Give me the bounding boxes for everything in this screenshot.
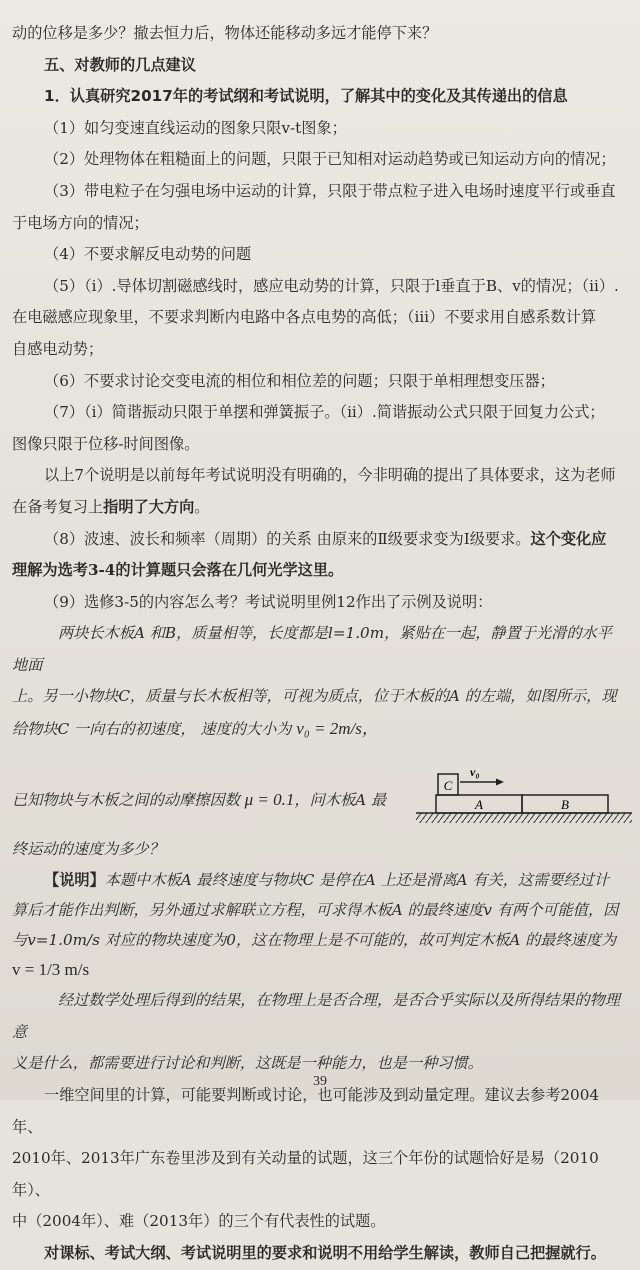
velocity-label: v₀ (470, 764, 480, 779)
solution-line: 与v=1.0m/s 对应的物块速度为0，这在物理上是不可能的，故可判定木板A 的最终速度为 (12, 931, 617, 950)
block-c-label: C (443, 777, 453, 793)
page-number: 39 (313, 1074, 327, 1089)
text-span: （8）波速、波长和频率（周期）的关系 由原来的Ⅱ级要求变为Ⅰ级要求。 (44, 529, 531, 548)
paragraph-line: 经过数学处理后得到的结果，在物理上是否合理，是否合乎实际以及所得结果的物理意 (12, 991, 620, 1041)
example-line: 两块长木板A 和B，质量相等，长度都是l=1.0m，紧贴在一起，静置于光滑的水平地面 (12, 624, 612, 674)
paragraph-line: 一维空间里的计算，可能要判断或讨论，也可能涉及到动量定理。建议去参考2004年、 (12, 1086, 600, 1136)
list-item: （5）（i）.导体切割磁感线时，感应电动势的计算，只限于l垂直于B、v的情况；（ii）. (44, 276, 619, 295)
paragraph-line: 义是什么，都需要进行讨论和判断，这既是一种能力，也是一种习惯。 (12, 1054, 483, 1073)
emphasis-line: 理解为选考3-4的计算题只会落在几何光学这里。 (12, 561, 344, 580)
list-item-continuation: 图像只限于位移-时间图像。 (12, 434, 200, 453)
paragraph-line: 以上7个说明是以前每年考试说明没有明确的，今非明确的提出了具体要求，这为老师 (44, 466, 616, 485)
example-line: 上。另一小物块C，质量与长木板相等，可视为质点，位于木板的A 的左端，如图所示，现 (12, 687, 617, 706)
paragraph-line: 中（2004年）、难（2013年）的三个有代表性的试题。 (12, 1212, 386, 1231)
friction-formula: μ = 0.1 (244, 789, 295, 809)
list-item (12, 524, 620, 556)
list-item: （4）不要求解反电动势的问题 (44, 245, 252, 264)
text-span: ，问木板A 最 (294, 790, 387, 809)
paragraph-line: 2010年、2013年广东卷里涉及到有关动量的试题，这三个年份的试题恰好是易（2010年）、 (12, 1149, 599, 1199)
list-item-continuation: 在电磁感应现象里，不要求判断内电路中各点电势的高低；（iii）不要求用自感系数计算 (12, 308, 597, 327)
text-span: 已知物块与木板之间的动摩擦因数 (12, 790, 240, 809)
example-line (12, 713, 620, 746)
text-span: 本题中木板A 最终速度与物块C 是停在A 上还是滑离A 有关，这需要经过计 (104, 871, 610, 890)
boards-diagram (416, 756, 632, 828)
solution-line (12, 865, 620, 895)
list-item-continuation: 于电场方向的情况； (12, 213, 149, 232)
example-line: 终运动的速度为多少？ (12, 839, 164, 858)
result-formula: v = 1/3 m/s (12, 960, 90, 980)
list-item: （7）（i）简谐振动只限于单摆和弹簧振子。（ii）.简谐振动公式只限于回复力公式； (44, 403, 605, 422)
closing-line: 对课标、考试大纲、考试说明里的要求和说明不用给学生解读，教师自己把握就行。 (44, 1244, 606, 1262)
list-item: （9）选修3-5的内容怎么考？考试说明里例12作出了示例及说明： (44, 592, 493, 611)
list-item: （1）如匀变速直线运动的图象只限v-t图象； (44, 118, 347, 137)
list-item: （3）带电粒子在匀强电场中运动的计算，只限于带点粒子进入电场时速度平行或垂直 (44, 181, 616, 200)
example-line (12, 784, 386, 817)
velocity-formula: v₀ = 2m/s， (296, 719, 379, 739)
section-title: 五、对教师的几点建议 (44, 55, 196, 74)
ground-hatching (416, 813, 632, 823)
board-b-label: B (561, 796, 569, 812)
list-item: （6）不要求讨论交变电流的相位和相位差的问题；只限于单相理想变压器； (44, 371, 555, 390)
subheading: 1．认真研究2017年的考试纲和考试说明，了解其中的变化及其传递出的信息 (44, 87, 568, 106)
emphasis-text: 指明了大方向 (103, 497, 195, 516)
text-span: 给物块C 一向右的初速度， 速度的大小为 (12, 720, 292, 739)
list-item: （2）处理物体在粗糙面上的问题，只限于已知相对运动趋势或已知运动方向的情况； (44, 150, 616, 169)
list-item-continuation: 自感电动势； (12, 339, 104, 358)
text-line: 动的位移是多少？撤去恒力后，物体还能移动多远才能停下来？ (12, 24, 438, 42)
board-a-label: A (475, 796, 483, 812)
arrowhead (496, 778, 504, 785)
emphasis-text: 这个变化应 (530, 529, 607, 548)
paragraph-line (12, 492, 620, 524)
example-figure-row (12, 746, 620, 834)
text-span: 。 (194, 497, 210, 516)
solution-line: 算后才能作出判断，另外通过求解联立方程，可求得木板A 的最终速度v 有两个可能值，因 (12, 901, 619, 920)
solution-label: 【说明】 (44, 871, 105, 890)
text-span: 在备考复习上 (12, 497, 104, 516)
